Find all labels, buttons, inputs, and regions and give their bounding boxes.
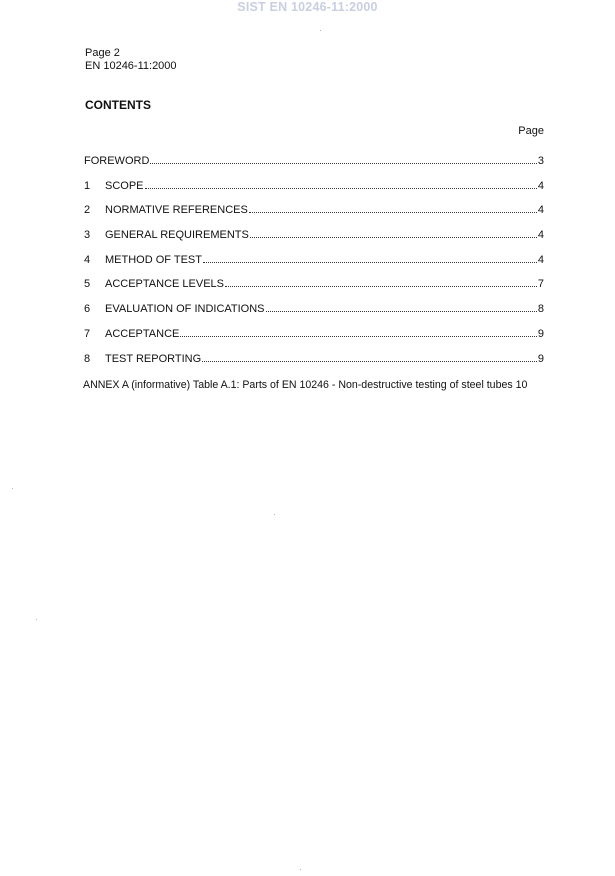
toc-entry-page: 9 bbox=[537, 352, 544, 365]
toc-entry-number: 2 bbox=[84, 204, 91, 217]
toc-entry-scope[interactable] bbox=[84, 180, 544, 205]
toc-entry-page: 7 bbox=[537, 278, 544, 291]
scan-speck bbox=[300, 869, 301, 870]
toc-entry-title: FOREWORD bbox=[84, 155, 150, 167]
scan-speck bbox=[274, 514, 275, 515]
toc-entry-title: ACCEPTANCE LEVELS bbox=[105, 278, 225, 291]
dot-leader bbox=[180, 336, 537, 337]
scan-speck bbox=[36, 619, 37, 620]
annex-title: ANNEX A (informative) Table A.1: Parts of EN 10246 - Non-destructive testing of steel tubes bbox=[83, 379, 513, 391]
annex-page: 10 bbox=[515, 379, 528, 391]
dot-leader bbox=[250, 237, 537, 238]
toc-entry-title: ACCEPTANCE bbox=[105, 327, 180, 340]
toc-entry-number: 4 bbox=[84, 253, 91, 266]
page-column-label: Page bbox=[518, 125, 544, 137]
toc-entry-page: 9 bbox=[537, 327, 544, 340]
toc-entry-title: TEST REPORTING bbox=[105, 352, 202, 365]
toc-entry-acceptance-levels[interactable] bbox=[84, 278, 544, 303]
dot-leader bbox=[225, 286, 537, 287]
toc-entry-general-requirements[interactable] bbox=[84, 229, 544, 254]
toc-entry-test-reporting[interactable] bbox=[84, 353, 544, 378]
page-header bbox=[85, 47, 177, 73]
toc-entry-number: 8 bbox=[84, 352, 91, 365]
toc-entry-acceptance[interactable] bbox=[84, 328, 544, 353]
dot-leader bbox=[150, 163, 536, 164]
toc-entry-page: 4 bbox=[537, 204, 544, 217]
toc-entry-number: 6 bbox=[84, 303, 91, 316]
scan-speck bbox=[12, 488, 13, 489]
toc-entry-title: GENERAL REQUIREMENTS bbox=[105, 229, 249, 242]
toc-entry-number: 7 bbox=[84, 327, 91, 340]
toc-entry-method-of-test[interactable] bbox=[84, 254, 544, 279]
toc-entry-normative-references[interactable] bbox=[84, 204, 544, 229]
dot-leader bbox=[202, 361, 537, 362]
toc-entry-title: NORMATIVE REFERENCES bbox=[105, 204, 248, 217]
watermark: SIST EN 10246-11:2000 bbox=[237, 0, 378, 14]
toc-entry-page: 4 bbox=[537, 253, 544, 266]
toc-entry-annex-a[interactable] bbox=[83, 379, 553, 392]
document-id: EN 10246-11:2000 bbox=[85, 60, 177, 72]
toc-entry-page: 4 bbox=[537, 179, 544, 192]
toc-entry-page: 8 bbox=[537, 303, 544, 316]
dot-leader bbox=[249, 212, 537, 213]
toc-entry-title: METHOD OF TEST bbox=[105, 253, 202, 266]
toc-entry-number: 1 bbox=[84, 179, 91, 192]
table-of-contents bbox=[84, 155, 544, 377]
toc-entry-number: 5 bbox=[84, 278, 91, 291]
scan-speck bbox=[320, 30, 321, 31]
toc-entry-page: 3 bbox=[537, 155, 544, 167]
dot-leader bbox=[203, 262, 537, 263]
page-number-label: Page 2 bbox=[85, 47, 120, 59]
toc-entry-title: SCOPE bbox=[105, 179, 144, 192]
toc-entry-foreword[interactable] bbox=[84, 155, 544, 180]
toc-entry-page: 4 bbox=[537, 229, 544, 242]
contents-title: CONTENTS bbox=[85, 98, 151, 112]
toc-entry-number: 3 bbox=[84, 229, 91, 242]
toc-entry-title: EVALUATION OF INDICATIONS bbox=[105, 303, 265, 316]
dot-leader bbox=[266, 311, 537, 312]
dot-leader bbox=[145, 188, 537, 189]
toc-entry-evaluation-of-indications[interactable] bbox=[84, 303, 544, 328]
